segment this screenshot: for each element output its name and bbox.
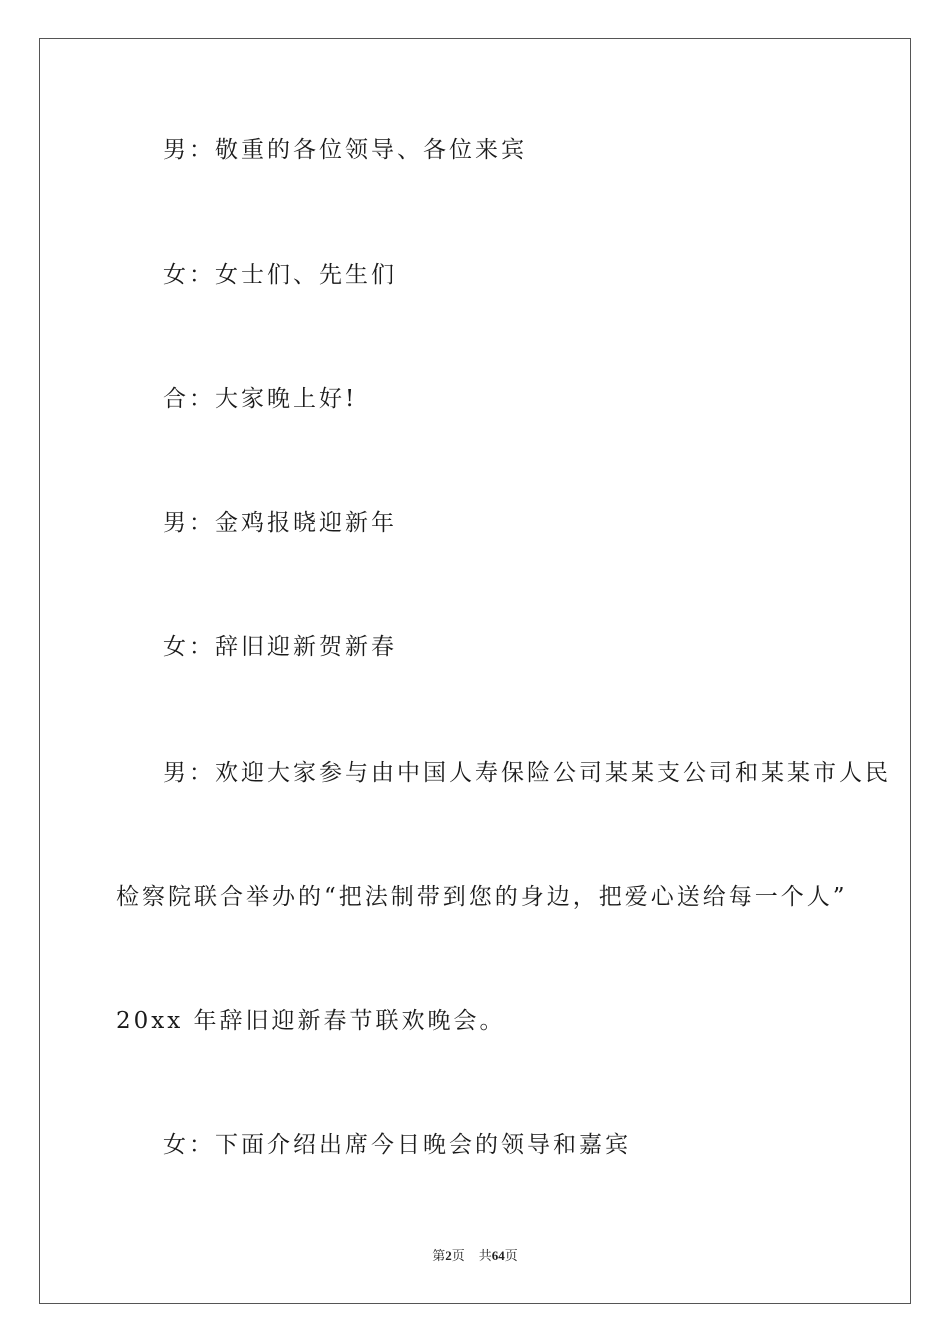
dialogue-line-male-greeting: 男：敬重的各位领导、各位来宾 <box>163 137 527 163</box>
dialogue-line-together-greeting: 合：大家晚上好! <box>163 386 358 412</box>
dialogue-line-female-spring: 女：辞旧迎新贺新春 <box>163 634 397 660</box>
footer-page-unit: 页 <box>451 1248 465 1263</box>
footer-prefix: 第 <box>432 1248 446 1263</box>
dialogue-line-welcome-continued: 检察院联合举办的“把法制带到您的身边，把爱心送给每一个人” <box>116 884 848 910</box>
dialogue-line-welcome-end: 20xx 年辞旧迎新春节联欢晚会。 <box>116 1008 506 1034</box>
footer-total-unit: 页 <box>504 1248 518 1263</box>
page-frame <box>39 38 911 1304</box>
dialogue-line-male-welcome: 男：欢迎大家参与由中国人寿保险公司某某支公司和某某市人民 <box>163 760 891 786</box>
footer-total-prefix: 共 <box>478 1248 492 1263</box>
footer-total-pages: 64 <box>491 1248 505 1263</box>
page-footer <box>0 1247 950 1265</box>
footer-current-page: 2 <box>445 1248 452 1263</box>
dialogue-line-female-greeting: 女：女士们、先生们 <box>163 262 397 288</box>
dialogue-line-female-introduction: 女：下面介绍出席今日晚会的领导和嘉宾 <box>163 1132 631 1158</box>
dialogue-line-male-new-year: 男：金鸡报晓迎新年 <box>163 510 397 536</box>
